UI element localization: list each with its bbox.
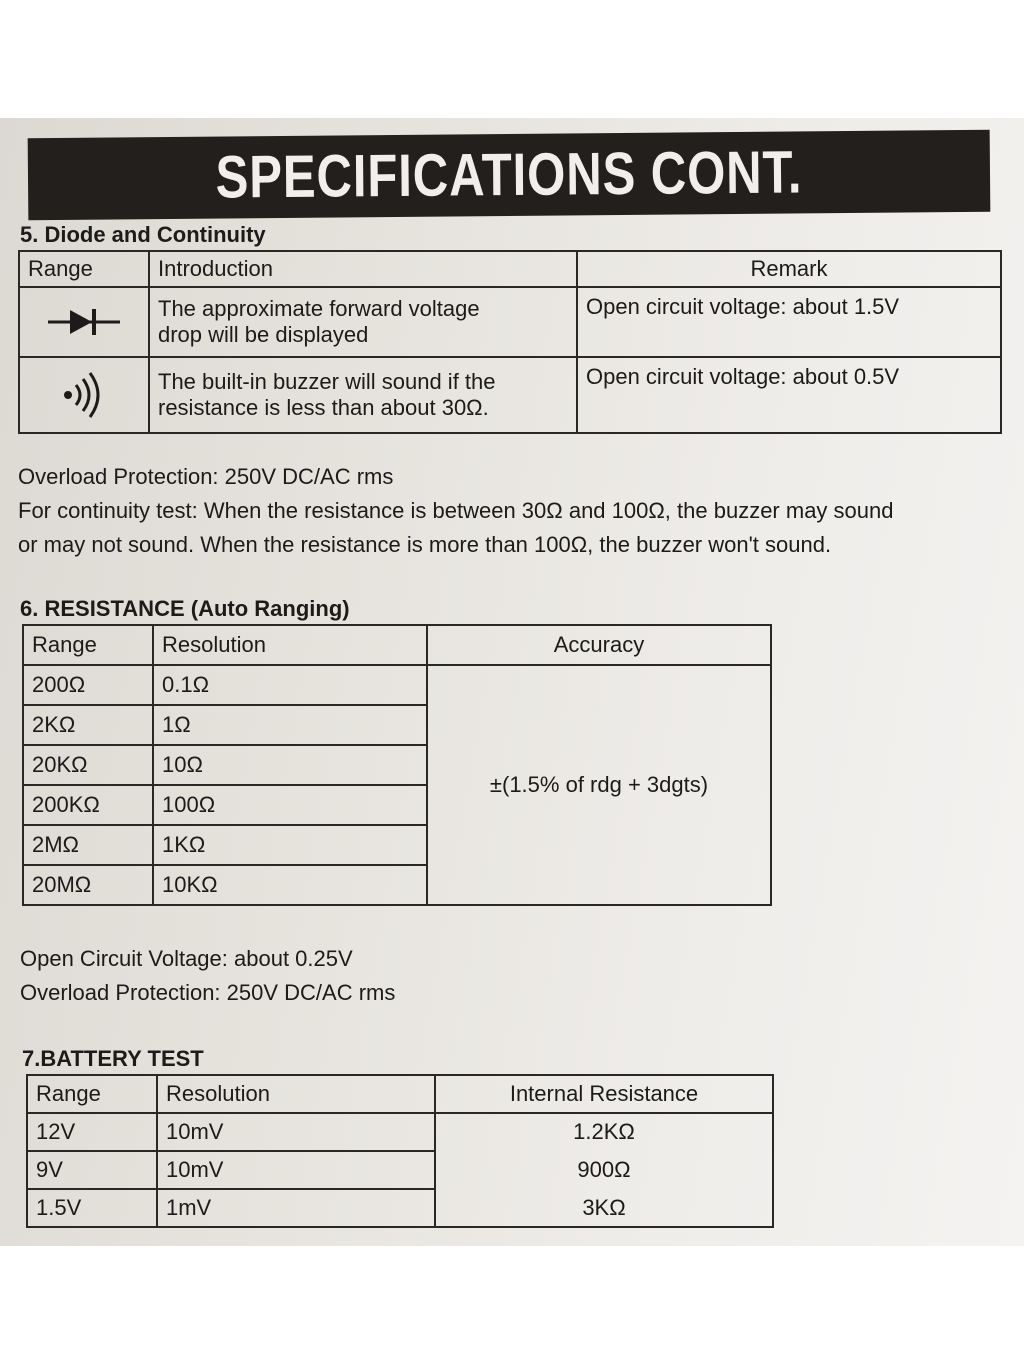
resolution-cell: 1KΩ	[153, 825, 427, 865]
header-resolution: Resolution	[153, 625, 427, 665]
table-header-row	[23, 625, 771, 665]
header-range: Range	[19, 251, 149, 287]
range-cell: 20KΩ	[23, 745, 153, 785]
table-row	[19, 287, 1001, 357]
intro-line: The built-in buzzer will sound if the	[158, 369, 496, 394]
resistance-notes	[20, 942, 395, 1010]
battery-section-heading: 7.BATTERY TEST	[22, 1046, 204, 1071]
manual-page	[0, 118, 1024, 1246]
note-line: Overload Protection: 250V DC/AC rms	[18, 464, 394, 489]
range-cell: 20MΩ	[23, 865, 153, 905]
battery-table	[26, 1074, 774, 1228]
note-line: Open Circuit Voltage: about 0.25V	[20, 946, 353, 971]
resistance-section-heading: 6. RESISTANCE (Auto Ranging)	[20, 596, 350, 621]
resolution-cell: 100Ω	[153, 785, 427, 825]
resolution-cell: 10mV	[157, 1113, 435, 1151]
intro-line: The approximate forward voltage	[158, 296, 480, 321]
table-header-row	[19, 251, 1001, 287]
resolution-cell: 1Ω	[153, 705, 427, 745]
note-line: or may not sound. When the resistance is more than 100Ω, the buzzer won't sound.	[18, 532, 832, 557]
resolution-cell: 10mV	[157, 1151, 435, 1189]
range-cell	[19, 357, 149, 433]
header-introduction: Introduction	[149, 251, 577, 287]
range-cell: 2KΩ	[23, 705, 153, 745]
remark-cell: Open circuit voltage: about 0.5V	[577, 357, 1001, 433]
header-resolution: Resolution	[157, 1075, 435, 1113]
resistance-table	[22, 624, 772, 906]
resolution-cell: 10KΩ	[153, 865, 427, 905]
accuracy-cell: ±(1.5% of rdg + 3dgts)	[427, 665, 771, 905]
resolution-cell: 10Ω	[153, 745, 427, 785]
resolution-cell: 0.1Ω	[153, 665, 427, 705]
internal-resistance-cell: 900Ω	[435, 1151, 773, 1189]
intro-line: drop will be displayed	[158, 322, 369, 347]
intro-line: resistance is less than about 30Ω.	[158, 395, 489, 420]
page-title: SPECIFICATIONS CONT.	[215, 138, 803, 211]
diode-icon	[44, 304, 124, 340]
range-cell: 9V	[27, 1151, 157, 1189]
header-range: Range	[27, 1075, 157, 1113]
introduction-cell	[149, 287, 577, 357]
range-cell: 2MΩ	[23, 825, 153, 865]
header-remark: Remark	[577, 251, 1001, 287]
header-internal-resistance: Internal Resistance	[435, 1075, 773, 1113]
diode-continuity-table	[18, 250, 1002, 434]
note-line: Overload Protection: 250V DC/AC rms	[20, 980, 396, 1005]
header-range: Range	[23, 625, 153, 665]
title-banner	[28, 130, 991, 220]
range-cell: 1.5V	[27, 1189, 157, 1227]
resolution-cell: 1mV	[157, 1189, 435, 1227]
range-cell: 12V	[27, 1113, 157, 1151]
range-cell: 200Ω	[23, 665, 153, 705]
table-row	[19, 357, 1001, 433]
range-cell: 200KΩ	[23, 785, 153, 825]
table-row	[23, 665, 771, 705]
internal-resistance-cell: 3KΩ	[435, 1189, 773, 1227]
buzzer-icon	[54, 370, 114, 420]
table-row	[27, 1151, 773, 1189]
internal-resistance-cell: 1.2KΩ	[435, 1113, 773, 1151]
introduction-cell	[149, 357, 577, 433]
table-row	[27, 1189, 773, 1227]
diode-notes	[18, 460, 893, 562]
note-line: For continuity test: When the resistance is between 30Ω and 100Ω, the buzzer may sound	[18, 498, 894, 523]
table-header-row	[27, 1075, 773, 1113]
diode-section-heading: 5. Diode and Continuity	[20, 222, 266, 247]
remark-cell: Open circuit voltage: about 1.5V	[577, 287, 1001, 357]
table-row	[27, 1113, 773, 1151]
range-cell	[19, 287, 149, 357]
header-accuracy: Accuracy	[427, 625, 771, 665]
